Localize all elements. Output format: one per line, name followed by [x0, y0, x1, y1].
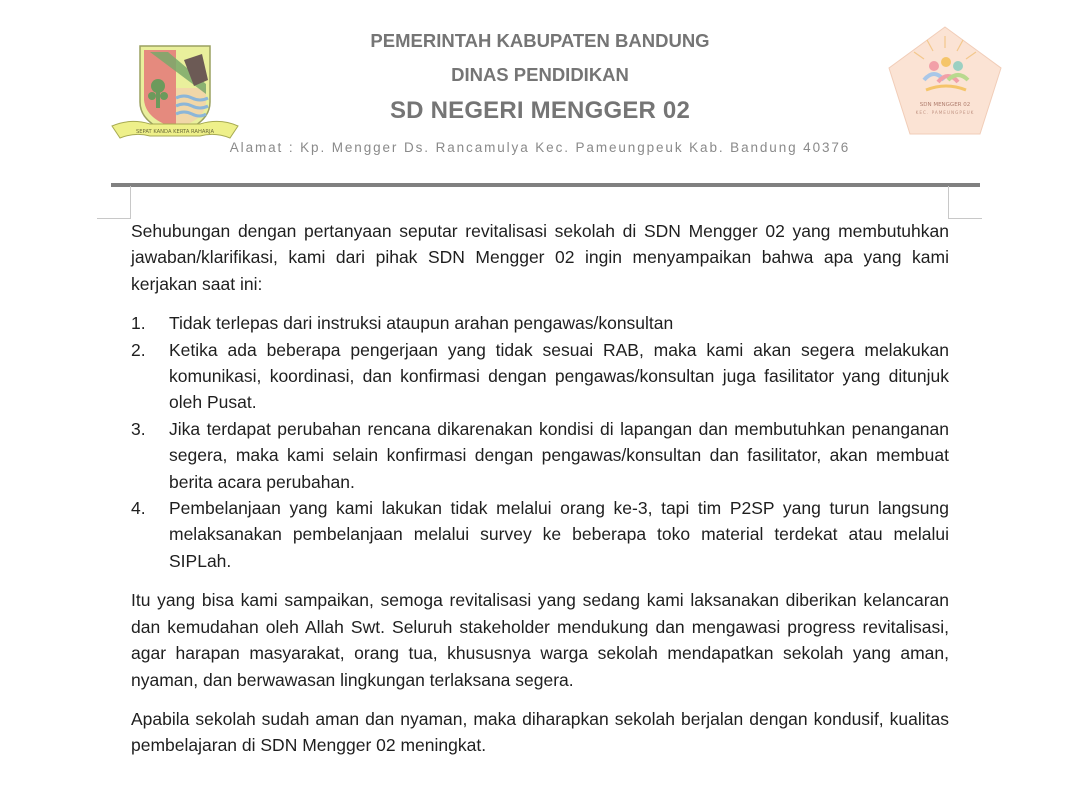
- school-name: SD NEGERI MENGGER 02: [389, 97, 691, 124]
- school-pentagon-logo-icon: [886, 24, 1004, 140]
- department-name: DINAS PENDIDIKAN: [451, 64, 629, 85]
- school-address: Alamat : Kp. Mengger Ds. Rancamulya Kec. Pameungpeuk Kab. Bandung 40376: [229, 140, 851, 155]
- final-paragraph: Apabila sekolah sudah aman dan nyaman, maka diharapkan sekolah berjalan dengan kondusif, kualitas pembelajaran di SDN Mengger 02 meningkat.: [131, 708, 949, 756]
- list-item-number: 4.: [131, 498, 146, 519]
- list-item: [131, 337, 949, 416]
- svg-text:SDN MENGGER 02: SDN MENGGER 02: [919, 102, 971, 108]
- closing-paragraph: Itu yang bisa kami sampaikan, semoga revitalisasi yang sedang kami laksanakan diberikan kelancaran dan kemudahan oleh Allah Swt. Seluruh stakeholder mendukung dan mengawasi progress revitalisasi, agar harapan masyarakat, orang tua, khususnya warga sekolah mendapatkan sekolah yang aman, nyaman, dan berwawasan lingkungan terlaksana segera.: [131, 590, 949, 690]
- list-item-number: 3.: [131, 418, 146, 439]
- list-item-text: Pembelanjaan yang kami lakukan tidak melalui orang ke-3, tapi tim P2SP yang turun langsung melaksanakan pembelanjaan melalui survey ke beberapa toko material terdekat atau melalui SIPLah.: [169, 498, 949, 571]
- margin-crop-mark-right: [948, 186, 982, 219]
- list-item-text: Jika terdapat perubahan rencana dikarenakan kondisi di lapangan dan membutuhkan penanganan segera, maka kami selain konfirmasi dengan pengawas/konsultan dan fasilitator, akan membuat berita acara perubahan.: [169, 418, 949, 492]
- list-item-number: 2.: [131, 339, 146, 360]
- list-item-text: Ketika ada beberapa pengerjaan yang tidak sesuai RAB, maka kami akan segera melakukan komunikasi, koordinasi, dan konfirmasi dengan pengawas/konsultan juga fasilitator yang ditunjuk oleh Pusat.: [169, 339, 949, 413]
- government-name: PEMERINTAH KABUPATEN BANDUNG: [370, 30, 710, 51]
- list-item-text: Tidak terlepas dari instruksi ataupun arahan pengawas/konsultan: [169, 313, 674, 334]
- action-point-list: [131, 310, 949, 574]
- list-item: [131, 416, 949, 495]
- kabupaten-bandung-emblem-icon: [110, 40, 240, 146]
- letterhead-divider: [111, 183, 980, 187]
- list-item-number: 1.: [131, 313, 146, 334]
- list-item: [131, 310, 949, 336]
- svg-text:SEPAT KANDA KERTA RAHARJA: SEPAT KANDA KERTA RAHARJA: [135, 129, 215, 135]
- margin-crop-mark-left: [97, 186, 131, 219]
- letter-body: [131, 218, 949, 759]
- list-item: [131, 495, 949, 574]
- intro-paragraph: Sehubungan dengan pertanyaan seputar revitalisasi sekolah di SDN Mengger 02 yang membutuhkan jawaban/klarifikasi, kami dari pihak SDN Mengger 02 ingin menyampaikan bahwa apa yang kami kerjakan saat ini:: [131, 221, 949, 294]
- svg-text:KEC. PAMEUNGPEUK: KEC. PAMEUNGPEUK: [915, 110, 975, 115]
